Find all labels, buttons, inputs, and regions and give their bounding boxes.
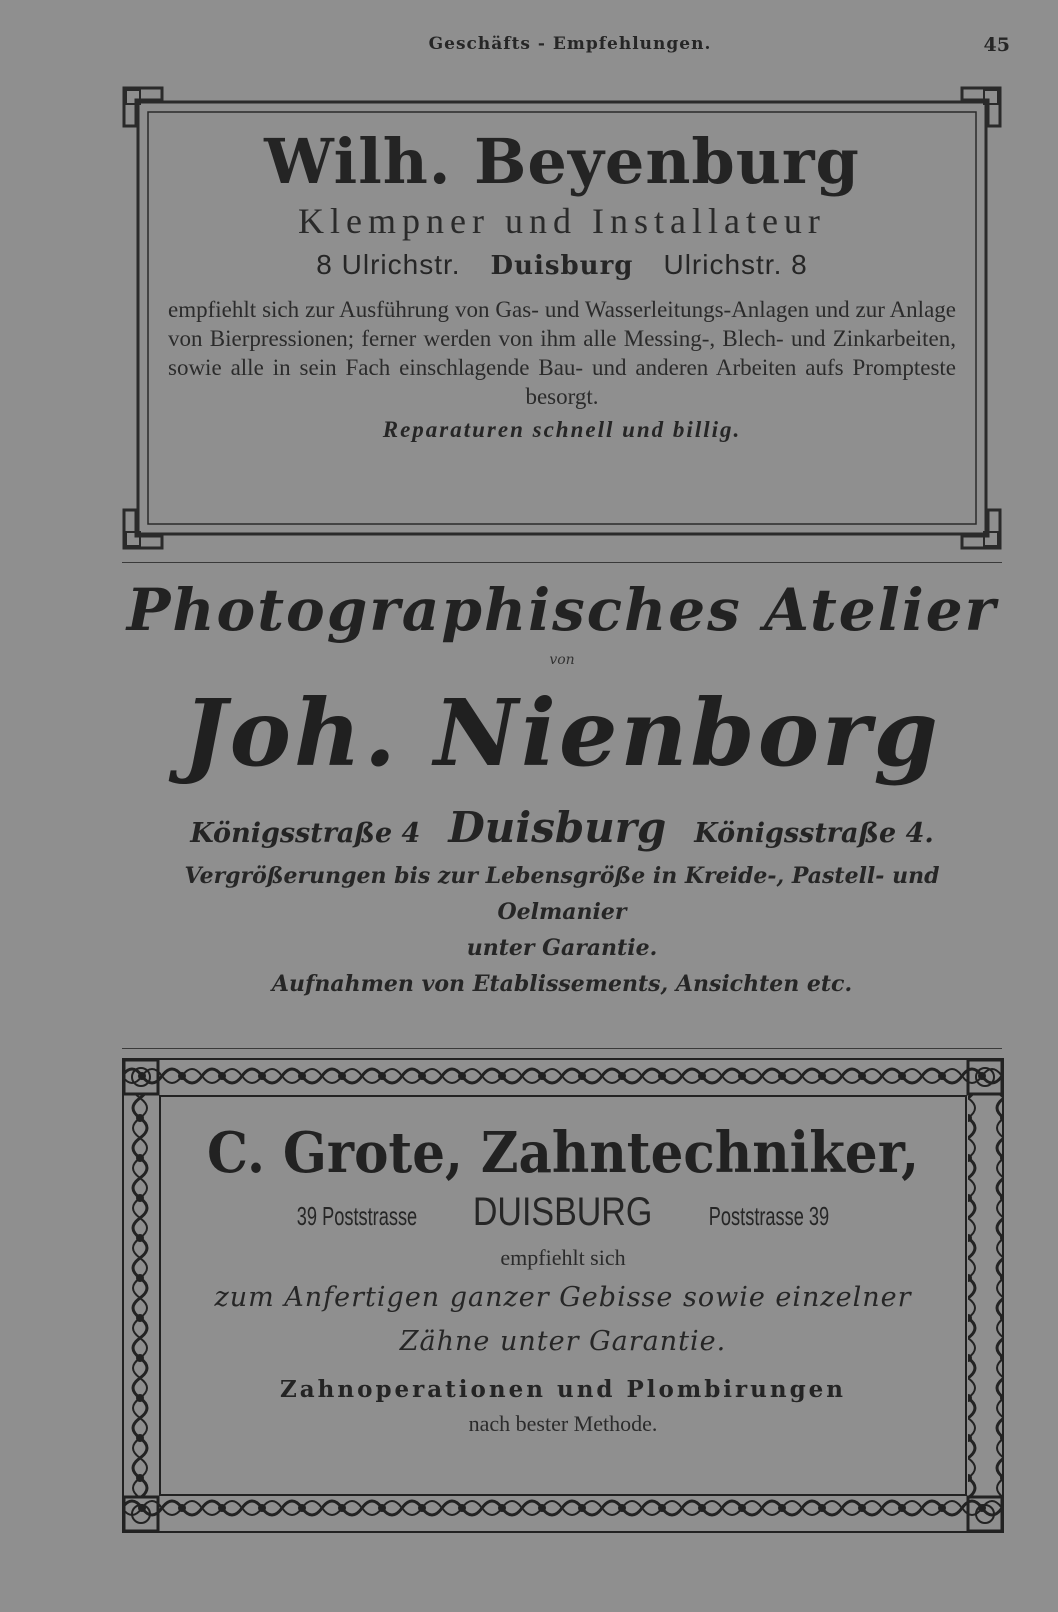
page-number: 45 (983, 34, 1010, 56)
address-right: Poststrasse 39 (708, 1201, 829, 1231)
recommend-line: empfiehlt sich (500, 1245, 626, 1270)
slogan: Reparaturen schnell und billig. (382, 417, 742, 442)
city: Duisburg (490, 251, 634, 281)
advertisement-beyenburg (122, 86, 1002, 550)
city: Duisburg (448, 803, 667, 852)
address-line (162, 246, 962, 285)
photos-line: Aufnahmen von Etablissements, Ansichten etc. (271, 971, 853, 997)
address-line (122, 804, 1002, 858)
address-left: 39 Poststrasse (297, 1201, 418, 1231)
description: empfiehlt sich zur Ausführung von Gas- und Wasserleitungs-Anlagen und zur Anlage von Bierpressionen; ferner werden von ihm alle Messing-, Blech- und Zinkarbeiten, sowie alle in sein Fach einschlagende Bau- und anderen Arbeiten aufs Prompteste besorgt. (168, 297, 956, 409)
operations-line: Zahnoperationen und Plombirungen (279, 1376, 847, 1403)
script-line-2: Zähne unter Garantie. (399, 1326, 727, 1357)
owner-name: Joh. Nienborg (183, 679, 941, 787)
advertisement-grote (122, 1058, 1004, 1533)
company-name: Wilh. Beyenburg (264, 125, 860, 198)
script-line-1: zum Anfertigen ganzer Gebisse sowie einzelner (214, 1282, 912, 1313)
divider-rule (122, 562, 1002, 563)
trade: Klempner und Installateur (298, 201, 826, 241)
guarantee-line: unter Garantie. (466, 935, 658, 961)
von-label: von (549, 652, 575, 668)
city: DUISBURG (473, 1190, 653, 1234)
address-line (172, 1188, 954, 1240)
ad1-content (162, 126, 962, 445)
address-right: Königsstraße 4. (694, 818, 934, 849)
address-right: Ulrichstr. 8 (663, 249, 808, 280)
method-line: nach bester Methode. (468, 1411, 658, 1436)
advertisement-nienborg (122, 570, 1002, 1040)
company-name: C. Grote, Zahntechniker, (206, 1120, 920, 1186)
running-title: Geschäfts - Empfehlungen. (428, 34, 712, 54)
address-left: 8 Ulrichstr. (316, 249, 461, 280)
running-header (120, 34, 1020, 62)
enlargement-line: Vergrößerungen bis zur Lebensgröße in Kreide-, Pastell- und Oelmanier (184, 863, 940, 925)
studio-title: Photographisches Atelier (126, 576, 998, 644)
ad3-content (172, 1118, 954, 1438)
address-left: Königsstraße 4 (190, 818, 421, 849)
divider-rule (122, 1048, 1002, 1049)
